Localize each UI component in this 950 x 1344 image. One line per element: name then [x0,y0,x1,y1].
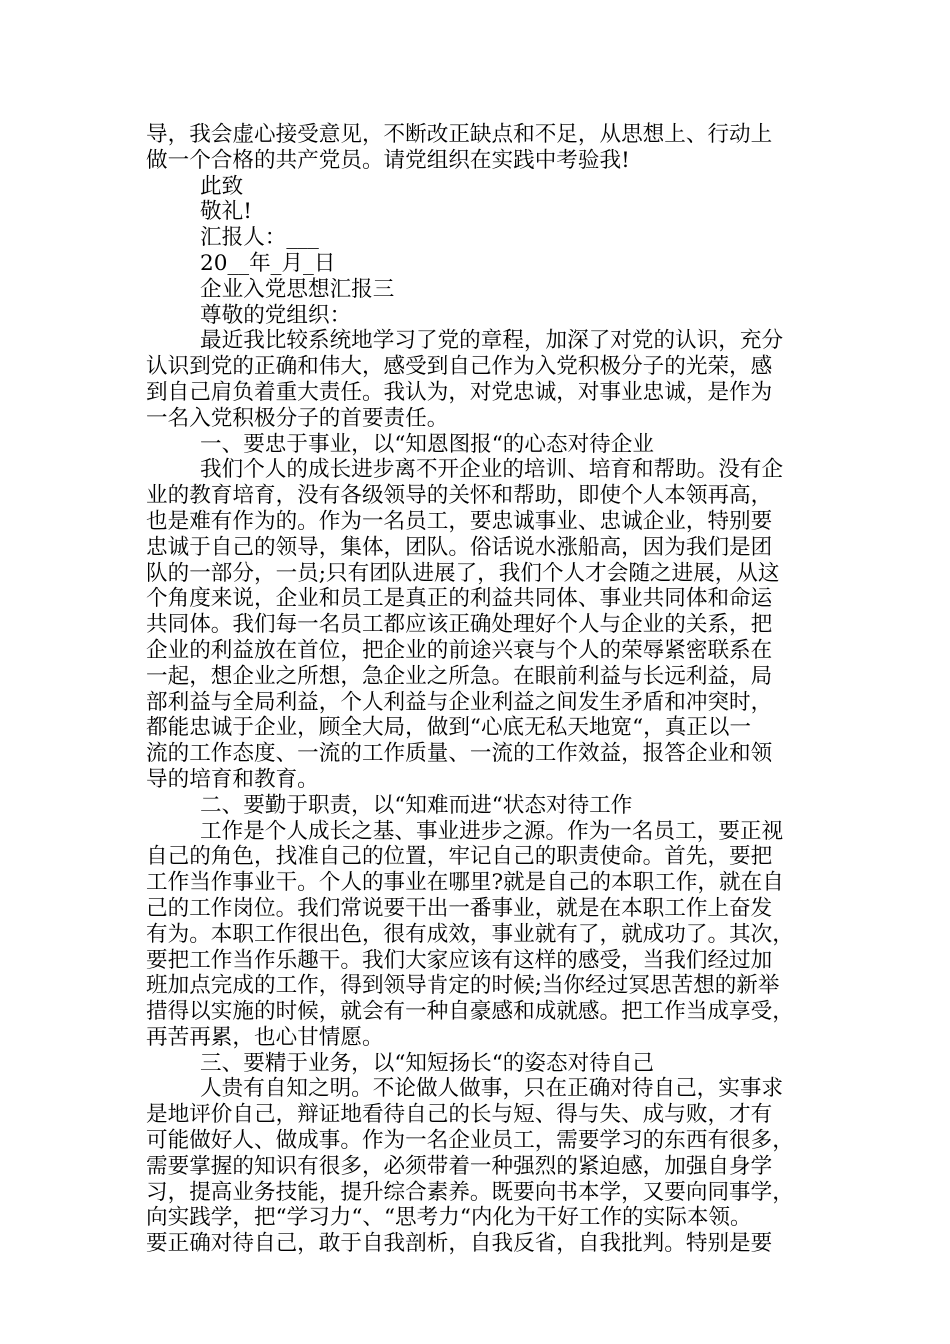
text-line: 一名入党积极分子的首要责任。 [146,405,449,431]
text-line: 到自己肩负着重大责任。我认为，对党忠诚，对事业忠诚，是作为 [146,379,773,405]
text-line: 做一个合格的共产党员。请党组织在实践中考验我! [146,147,630,173]
text-line: 工作当作事业干。个人的事业在哪里?就是自己的本职工作，就在自 [146,870,784,896]
text-line: 二、要勤于职责，以“知难而进“状态对待工作 [200,792,633,818]
text-line: 我们个人的成长进步离不开企业的培训、培育和帮助。没有企 [200,457,784,483]
text-line: 班加点完成的工作，得到领导肯定的时候;当你经过冥思苦想的新举 [146,973,780,999]
text-line: 一、要忠于事业，以“知恩图报“的心态对待企业 [200,431,654,457]
text-line: 最近我比较系统地学习了党的章程，加深了对党的认识，充分 [200,328,784,354]
text-line: 己的工作岗位。我们常说要干出一番事业，就是在本职工作上奋发 [146,895,773,921]
text-line: 个角度来说，企业和员工是真正的利益共同体、事业共同体和命运 [146,586,773,612]
text-line: 向实践学，把“学习力“、“思考力“内化为干好工作的实际本领。 [146,1205,752,1231]
text-line: 自己的角色，找准自己的位置，牢记自己的职责使命。首先，要把 [146,844,773,870]
text-line: 流的工作态度、一流的工作质量、一流的工作效益，报答企业和领 [146,741,773,767]
text-line: 措得以实施的时候，就会有一种自豪感和成就感。把工作当成享受， [146,999,794,1025]
text-line: 工作是个人成长之基、事业进步之源。作为一名员工，要正视 [200,818,784,844]
text-line: 习，提高业务技能，提升综合素养。既要向书本学，又要向同事学， [146,1179,794,1205]
text-line: 共同体。我们每一名员工都应该正确处理好个人与企业的关系，把 [146,612,773,638]
text-line: 有为。本职工作很出色，很有成效，事业就有了，就成功了。其次， [146,921,794,947]
text-line: 都能忠诚于企业，顾全大局，做到“心底无私天地宽“，真正以一 [146,715,752,741]
text-line: 要把工作当作乐趣干。我们大家应该有这样的感受，当我们经过加 [146,947,773,973]
text-line: 再苦再累，也心甘情愿。 [146,1024,384,1050]
text-line: 部利益与全局利益，个人利益与企业利益之间发生矛盾和冲突时， [146,689,773,715]
text-line: 队的一部分，一员;只有团队进展了，我们个人才会随之进展，从这 [146,560,780,586]
text-line: 汇报人：___ [200,225,319,251]
text-line: 三、要精于业务，以“知短扬长“的姿态对待自己 [200,1050,654,1076]
text-line: 导的培育和教育。 [146,766,319,792]
text-line: 需要掌握的知识有很多，必须带着一种强烈的紧迫感，加强自身学 [146,1153,773,1179]
text-line: 人贵有自知之明。不论做人做事，只在正确对待自己，实事求 [200,1076,784,1102]
text-line: 20__年_月_日 [200,250,336,276]
text-line: 企业的利益放在首位，把企业的前途兴衰与个人的荣辱紧密联系在 [146,637,773,663]
text-line: 是地评价自己，辩证地看待自己的长与短、得与失、成与败，才有 [146,1102,773,1128]
text-line: 认识到党的正确和伟大，感受到自己作为入党积极分子的光荣，感 [146,354,773,380]
text-line: 忠诚于自己的领导，集体，团队。俗话说水涨船高，因为我们是团 [146,534,773,560]
text-line: 尊敬的党组织： [200,302,352,328]
text-line: 企业入党思想汇报三 [200,276,395,302]
text-line: 可能做好人、做成事。作为一名企业员工，需要学习的东西有很多， [146,1128,794,1154]
text-line: 此致 [200,173,244,199]
text-line: 一起，想企业之所想，急企业之所急。在眼前利益与长远利益，局 [146,663,773,689]
text-line: 也是难有作为的。作为一名员工，要忠诚事业、忠诚企业，特别要 [146,508,773,534]
text-line: 敬礼! [200,199,252,225]
text-line: 导，我会虚心接受意见，不断改正缺点和不足，从思想上、行动上 [146,122,773,147]
document-page [146,122,826,1257]
text-line: 要正确对待自己，敢于自我剖析，自我反省，自我批判。特别是要 [146,1231,773,1257]
text-line: 业的教育培育，没有各级领导的关怀和帮助，即使个人本领再高， [146,483,773,509]
